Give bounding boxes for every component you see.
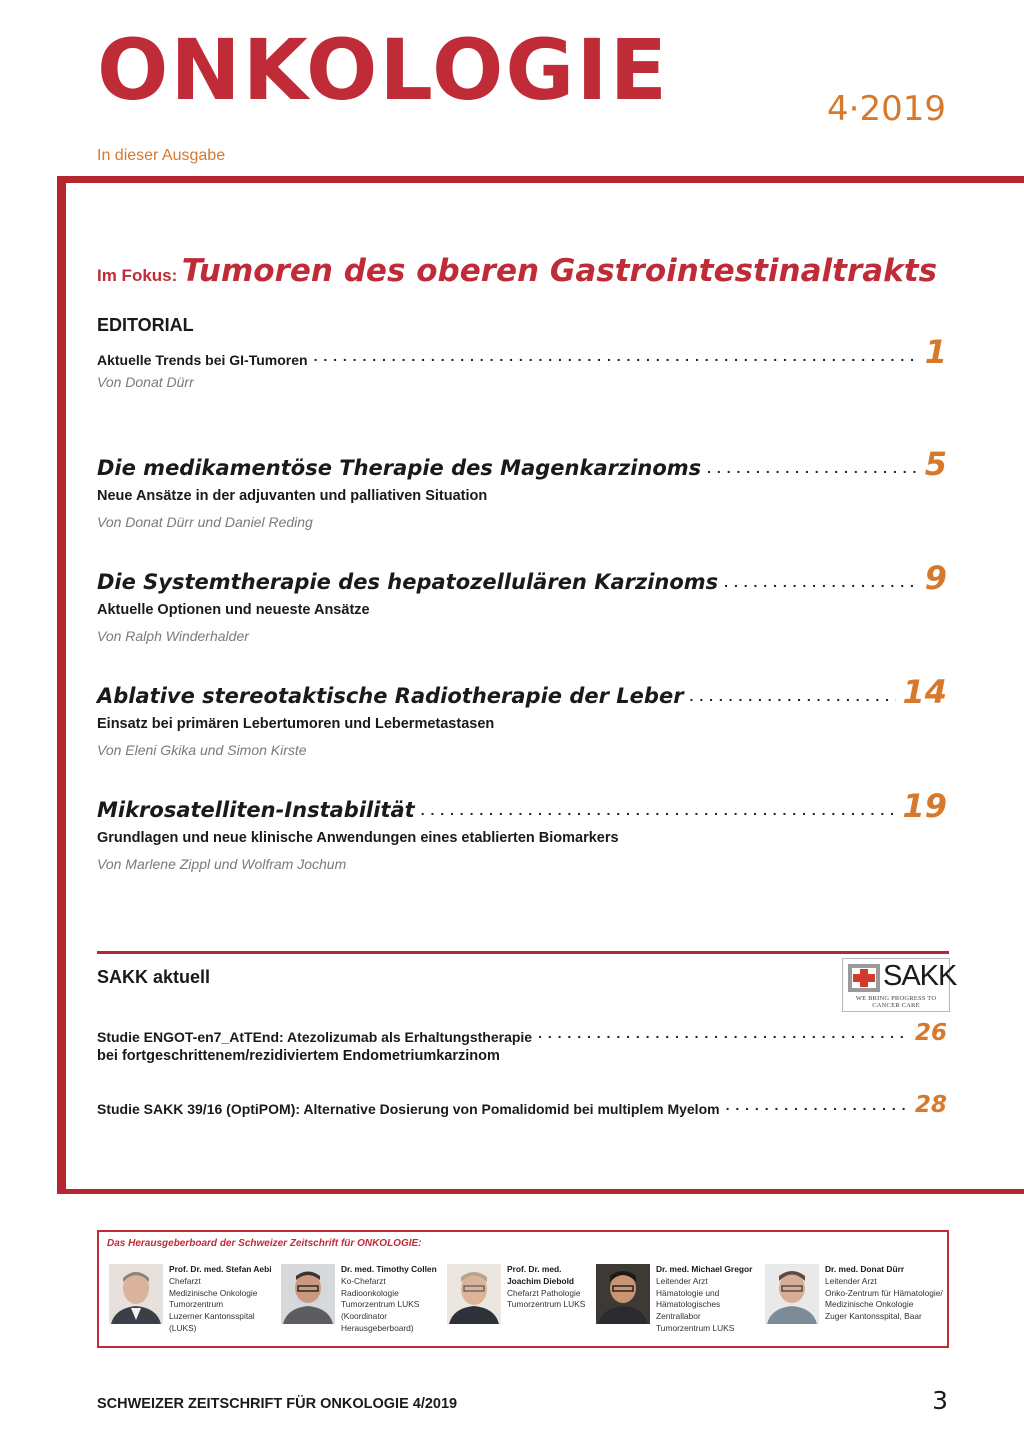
frame-top-line (57, 176, 1024, 183)
member-role: Leitender Arzt (825, 1275, 877, 1286)
portrait-photo (281, 1264, 335, 1324)
portrait-photo (596, 1264, 650, 1324)
sakk-logo-tagline: WE BRING PROGRESS TO CANCER CARE (855, 995, 937, 1009)
toc-entry-title: Mikrosatelliten-Instabilität (97, 798, 415, 822)
member-role: Tumorzentrum (169, 1299, 224, 1310)
focus-heading (97, 253, 937, 289)
leader-dots (726, 1098, 909, 1117)
member-info (825, 1264, 955, 1323)
masthead: ONKOLOGIE (97, 21, 669, 119)
portrait-photo (765, 1264, 819, 1324)
member-role: Herausgeberboard) (341, 1322, 414, 1333)
toc-page-number: 5 (924, 445, 947, 483)
toc-entry-subtitle: Einsatz bei primären Lebertumoren und Lebermetastasen (97, 716, 495, 732)
toc-entry-authors: Von Marlene Zippl und Wolfram Jochum (97, 856, 347, 872)
toc-entry-authors: Von Ralph Winderhalder (97, 628, 249, 644)
toc-entry-editorial[interactable] (97, 333, 947, 371)
member-name: Dr. med. Michael Gregor (656, 1264, 753, 1274)
focus-label: Im Fokus: (97, 266, 178, 285)
toc-entry-article[interactable] (97, 559, 947, 597)
member-role: Ko-Chefarzt (341, 1275, 386, 1286)
focus-title: Tumoren des oberen Gastrointestinaltrakts (181, 253, 938, 289)
member-role: Onko-Zentrum für Hämatologie/ (825, 1287, 943, 1298)
member-role: (LUKS) (169, 1322, 197, 1333)
toc-entry-subtitle: Aktuelle Optionen und neueste Ansätze (97, 602, 370, 618)
page-subtitle: In dieser Ausgabe (97, 147, 226, 164)
toc-entry-title: Die medikamentöse Therapie des Magenkarzinoms (97, 456, 702, 480)
leader-dots (314, 349, 919, 368)
member-role: Luzerner Kantonsspital (169, 1311, 255, 1322)
member-role: Medizinische Onkologie (825, 1299, 914, 1310)
toc-entry-title: Ablative stereotaktische Radiotherapie der Leber (97, 684, 684, 708)
member-role: Medizinische Onkologie (169, 1287, 258, 1298)
toc-entry-authors: Von Donat Dürr (97, 374, 194, 390)
toc-page-number: 19 (902, 787, 947, 825)
toc-entry-subtitle: Grundlagen und neue klinische Anwendungen eines etablierten Biomarkers (97, 830, 619, 846)
sakk-cross-icon (848, 964, 880, 992)
sakk-divider (97, 951, 949, 954)
member-role: Hämatologisches (656, 1299, 721, 1310)
member-name: Dr. med. Donat Dürr (825, 1264, 905, 1274)
toc-entry-article[interactable] (97, 787, 947, 825)
portrait-photo (447, 1264, 501, 1324)
toc-entry-title: Aktuelle Trends bei GI-Tumoren (97, 352, 308, 368)
footer-page-number: 3 (932, 1386, 948, 1415)
sakk-entry[interactable] (97, 1022, 947, 1045)
toc-entry-authors: Von Eleni Gkika und Simon Kirste (97, 742, 307, 758)
toc-page-number: 14 (902, 673, 947, 711)
toc-entry-subtitle: Neue Ansätze in der adjuvanten und palliativen Situation (97, 488, 488, 504)
member-name: Prof. Dr. med. (507, 1264, 562, 1274)
toc-entry-article[interactable] (97, 673, 947, 711)
member-role: Hämatologie und (656, 1287, 720, 1298)
frame-bottom-line (57, 1189, 1024, 1194)
portrait-photo (109, 1264, 163, 1324)
member-role: Leitender Arzt (656, 1275, 708, 1286)
leader-dots (538, 1026, 909, 1045)
editorial-heading: EDITORIAL (97, 315, 194, 335)
sakk-heading: SAKK aktuell (97, 967, 211, 987)
board-title: Das Herausgeberboard der Schweizer Zeitschrift für ONKOLOGIE: (107, 1238, 422, 1249)
sakk-entry-title-line2: bei fortgeschrittenem/rezidiviertem Endometriumkarzinom (97, 1048, 500, 1064)
frame-left-line (57, 176, 66, 1194)
toc-page-number: 1 (924, 333, 947, 371)
member-info (656, 1264, 766, 1335)
member-role: Chefarzt Pathologie (507, 1287, 581, 1298)
leader-dots (421, 803, 897, 822)
sakk-entry-title: Studie SAKK 39/16 (OptiPOM): Alternative Dosierung von Pomalidomid bei multiplem Myelom (97, 1101, 720, 1117)
toc-entry-article[interactable] (97, 445, 947, 483)
footer-journal: SCHWEIZER ZEITSCHRIFT FÜR ONKOLOGIE 4/2019 (97, 1396, 458, 1412)
leader-dots (707, 461, 919, 480)
member-role: Tumorzentrum LUKS (507, 1299, 586, 1310)
leader-dots (690, 689, 897, 708)
member-name: Prof. Dr. med. Stefan Aebi (169, 1264, 272, 1274)
issue-number: 4·2019 (827, 89, 946, 129)
member-name: Dr. med. Timothy Collen (341, 1264, 437, 1274)
member-role: Tumorzentrum LUKS (656, 1322, 735, 1333)
member-info (341, 1264, 451, 1335)
member-role: (Koordinator (341, 1311, 388, 1322)
member-role: Chefarzt (169, 1275, 201, 1286)
sakk-logo (842, 958, 957, 1012)
toc-page-number: 26 (914, 1020, 947, 1046)
sakk-entry-title: Studie ENGOT-en7_AtTEnd: Atezolizumab als Erhaltungstherapie (97, 1029, 533, 1045)
member-info (169, 1264, 279, 1335)
sakk-logo-word: SAKK (883, 960, 957, 992)
editorial-board (97, 1230, 949, 1348)
toc-entry-authors: Von Donat Dürr und Daniel Reding (97, 514, 313, 530)
member-role: Zentrallabor (656, 1311, 701, 1322)
toc-entry-title: Die Systemtherapie des hepatozellulären Karzinoms (97, 570, 719, 594)
member-role: Radioonkologie (341, 1287, 399, 1298)
member-name-line2: Joachim Diebold (507, 1275, 575, 1286)
toc-page-number: 9 (924, 559, 947, 597)
toc-page-number: 28 (914, 1092, 947, 1118)
member-role: Zuger Kantonsspital, Baar (825, 1311, 922, 1322)
leader-dots (724, 575, 919, 594)
member-role: Tumorzentrum LUKS (341, 1299, 420, 1310)
sakk-entry[interactable] (97, 1094, 947, 1117)
